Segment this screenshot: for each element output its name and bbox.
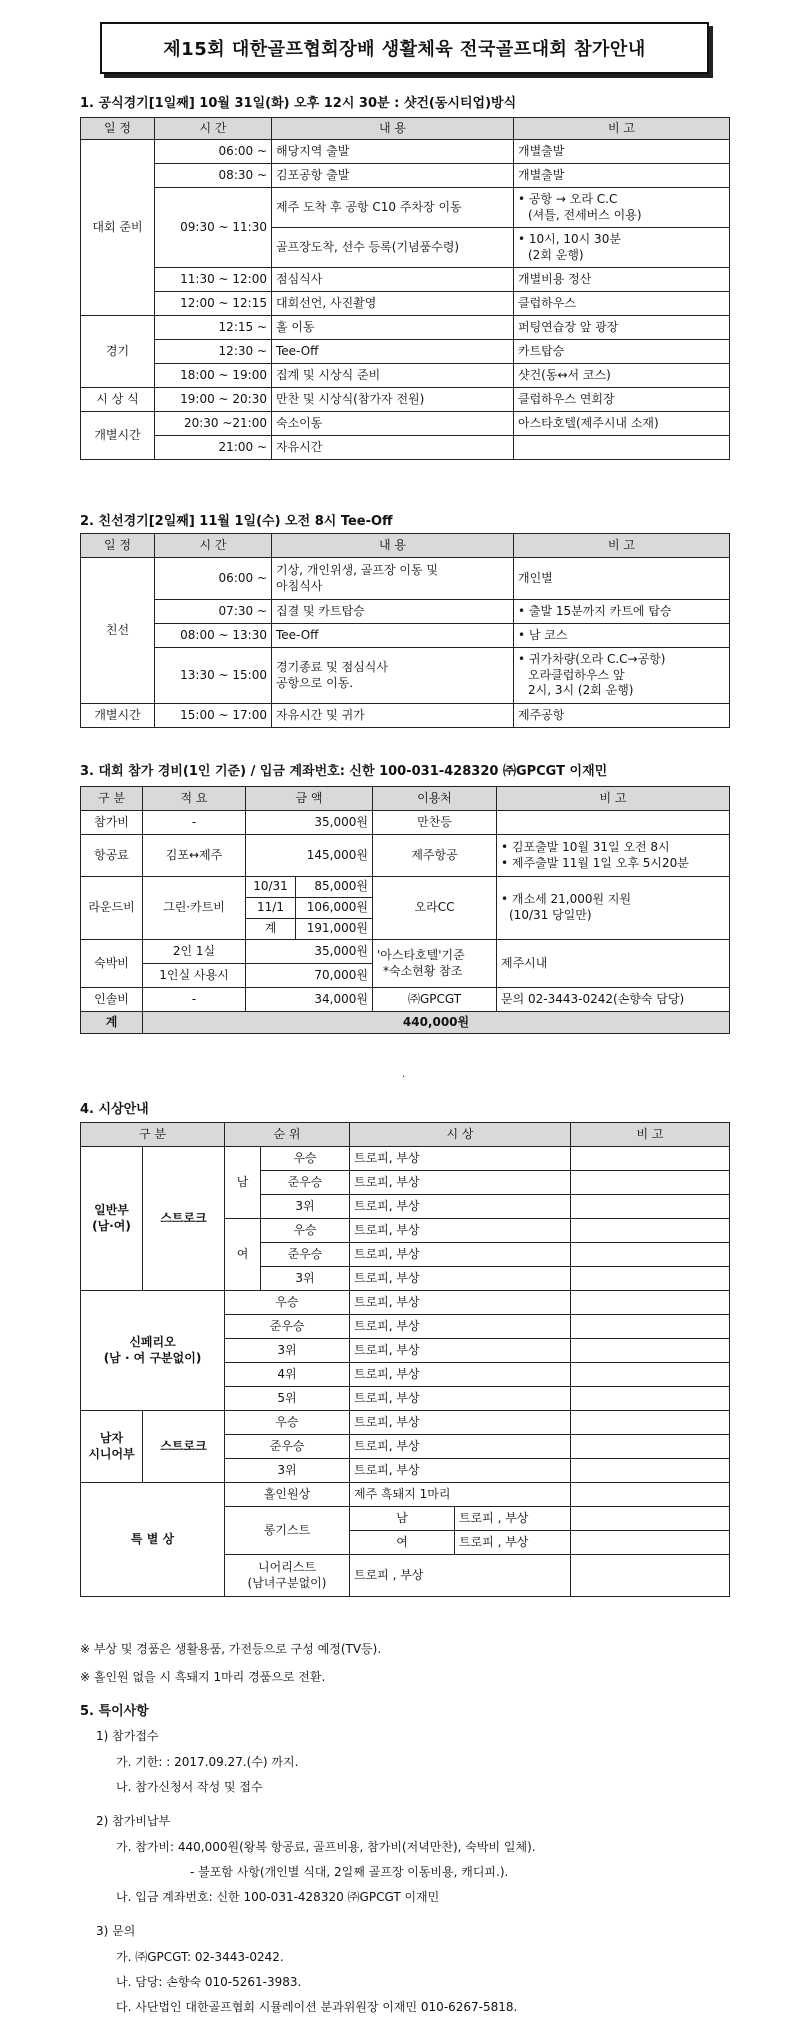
note-cell xyxy=(571,1339,730,1363)
prize-cell: 트로피, 부상 xyxy=(350,1363,571,1387)
table-cell: 골프장도착, 선수 등록(기념품수령) xyxy=(272,228,514,268)
cell-line: 니어리스트 xyxy=(258,1559,316,1574)
header-note: 비 고 xyxy=(514,534,730,558)
header-schedule: 일 정 xyxy=(81,118,155,140)
table-cell: 퍼팅연습장 앞 광장 xyxy=(514,316,730,340)
cell-line: • 개소세 21,000원 지원 xyxy=(501,892,632,907)
group-game: 경기 xyxy=(81,316,155,388)
table-cell: 08:00 ~ 13:30 xyxy=(155,624,272,648)
cell-line: 오라클럽하우스 앞 xyxy=(528,667,625,682)
rank-cell: 우승 xyxy=(225,1411,350,1435)
header-category: 구 분 xyxy=(81,1123,225,1147)
header-rank: 순 위 xyxy=(225,1123,350,1147)
prize-cell: 트로피, 부상 xyxy=(350,1219,571,1243)
table-cell: 클럽하우스 연회장 xyxy=(514,388,730,412)
table-cell: 개인별 xyxy=(514,558,730,600)
table-cell: 만찬 및 시상식(참가자 전원) xyxy=(272,388,514,412)
table-cell: 제주 도착 후 공항 C10 주차장 이동 xyxy=(272,188,514,228)
note-cell xyxy=(571,1363,730,1387)
prize-cell: 트로피, 부상 xyxy=(350,1147,571,1171)
cell-line: (2회 운행) xyxy=(528,247,584,262)
total-label: 계 xyxy=(81,1012,143,1034)
cell-line: 기상, 개인위생, 골프장 이동 및 xyxy=(276,562,438,577)
table-cell: 점심식사 xyxy=(272,268,514,292)
table-cell: 18:00 ~ 19:00 xyxy=(155,364,272,388)
table-cell: 106,000원 xyxy=(296,898,373,919)
schedule-day1-table xyxy=(80,117,730,460)
note-cell xyxy=(571,1435,730,1459)
prize-cell: 트로피, 부상 xyxy=(350,1171,571,1195)
list-item: - 불포함 사항(개인별 식대, 2일째 골프장 이동비용, 캐디피.). xyxy=(190,1865,509,1879)
prize-cell: 트로피, 부상 xyxy=(350,1339,571,1363)
table-cell xyxy=(514,436,730,460)
list-item: 나. 담당: 손향숙 010-5261-3983. xyxy=(116,1975,302,1989)
cell-line: 경기종료 및 점심식사 xyxy=(276,659,388,674)
cell-line: • 김포출발 10월 31일 오전 8시 xyxy=(501,839,670,854)
list-item: 가. 참가비: 440,000원(왕복 항공료, 골프비용, 참가비(저녁만찬), 숙박비 일체). xyxy=(116,1840,536,1854)
note-cell xyxy=(571,1267,730,1291)
section-2-heading: 2. 친선경기[2일째] 11월 1일(수) 오전 8시 Tee-Off xyxy=(80,514,393,529)
note-cell xyxy=(571,1243,730,1267)
header-desc: 적 요 xyxy=(143,787,246,811)
rank-cell: 3위 xyxy=(261,1267,350,1291)
page-title: 제15회 대한골프협회장배 생활체육 전국골프대회 참가안내 xyxy=(100,22,709,74)
table-cell: 145,000원 xyxy=(246,835,373,877)
table-cell xyxy=(497,835,730,877)
prize-cell: 트로피, 부상 xyxy=(350,1291,571,1315)
table-cell: 19:00 ~ 20:30 xyxy=(155,388,272,412)
table-cell: 자유시간 및 귀가 xyxy=(272,704,514,728)
header-content: 내 용 xyxy=(272,534,514,558)
cell-line: 2시, 3시 (2회 운행) xyxy=(528,683,634,698)
table-cell: 11:30 ~ 12:00 xyxy=(155,268,272,292)
header-time: 시 간 xyxy=(155,118,272,140)
section-4-heading: 4. 시상안내 xyxy=(80,1102,149,1117)
stray-mark: · xyxy=(402,1072,406,1083)
cell-line: (셔틀, 전세버스 이용) xyxy=(528,207,642,222)
cell-line: (남 · 여 구분없이) xyxy=(103,1350,202,1365)
table-cell: • 남 코스 xyxy=(514,624,730,648)
prize-cell: 트로피 , 부상 xyxy=(455,1531,571,1555)
table-cell: 12:30 ~ xyxy=(155,340,272,364)
footnote: ※ 홀인원 없을 시 흑돼지 1마리 경품으로 전환. xyxy=(80,1670,326,1684)
group-men-senior xyxy=(81,1411,143,1483)
table-cell: Tee-Off xyxy=(272,624,514,648)
row-label: 라운드비 xyxy=(81,877,143,940)
cell-line: 공항으로 이동. xyxy=(276,675,354,690)
table-cell: 85,000원 xyxy=(296,877,373,898)
table-cell: 09:30 ~ 11:30 xyxy=(155,188,272,268)
header-place: 이용처 xyxy=(373,787,497,811)
expense-table xyxy=(80,786,730,1034)
table-cell: 08:30 ~ xyxy=(155,164,272,188)
table-cell: 집계 및 시상식 준비 xyxy=(272,364,514,388)
table-cell xyxy=(514,188,730,228)
group-general xyxy=(81,1147,143,1291)
table-cell: 문의 02-3443-0242(손향숙 담당) xyxy=(497,988,730,1012)
gender-male: 남 xyxy=(225,1147,261,1219)
cell-line: 시니어부 xyxy=(88,1446,135,1461)
table-cell: 07:30 ~ xyxy=(155,600,272,624)
table-cell xyxy=(272,648,514,704)
table-cell: 21:00 ~ xyxy=(155,436,272,460)
table-cell: ㈜GPCGT xyxy=(373,988,497,1012)
table-cell: - xyxy=(143,988,246,1012)
table-cell: 15:00 ~ 17:00 xyxy=(155,704,272,728)
cell-line: (남·여) xyxy=(92,1218,131,1233)
table-cell xyxy=(272,558,514,600)
table-cell xyxy=(514,648,730,704)
total-amount: 440,000원 xyxy=(143,1012,730,1034)
note-cell xyxy=(571,1459,730,1483)
table-cell: 2인 1실 xyxy=(143,940,246,964)
table-cell: 11/1 xyxy=(246,898,296,919)
header-prize: 시 상 xyxy=(350,1123,571,1147)
table-cell: 191,000원 xyxy=(296,919,373,940)
rank-cell: 준우승 xyxy=(261,1171,350,1195)
prize-cell: 트로피, 부상 xyxy=(350,1243,571,1267)
table-cell: 김포공항 출발 xyxy=(272,164,514,188)
cell-line: • 귀가차량(오라 C.C→공항) xyxy=(518,652,666,667)
table-cell: 숙소이동 xyxy=(272,412,514,436)
table-cell: 김포↔제주 xyxy=(143,835,246,877)
group-award: 시 상 식 xyxy=(81,388,155,412)
section-3-heading: 3. 대회 참가 경비(1인 기준) / 입금 계좌번호: 신한 100-031-428320 ㈜GPCGT 이재민 xyxy=(80,764,608,779)
table-cell: 34,000원 xyxy=(246,988,373,1012)
rank-cell: 5위 xyxy=(225,1387,350,1411)
table-cell xyxy=(497,811,730,835)
award-hole-in-one: 홀인원상 xyxy=(225,1483,350,1507)
row-label: 항공료 xyxy=(81,835,143,877)
prize-cell: 트로피, 부상 xyxy=(350,1411,571,1435)
table-cell: 계 xyxy=(246,919,296,940)
rank-cell: 준우승 xyxy=(261,1243,350,1267)
cell-line: 남자 xyxy=(99,1430,124,1445)
table-cell: 홀 이동 xyxy=(272,316,514,340)
rank-cell: 4위 xyxy=(225,1363,350,1387)
cell-line: • 10시, 10시 30분 xyxy=(518,231,621,246)
prize-cell: 트로피, 부상 xyxy=(350,1267,571,1291)
group-prep: 대회 준비 xyxy=(81,140,155,316)
table-cell: 개별출발 xyxy=(514,164,730,188)
group-type: 스트로크 xyxy=(143,1147,225,1291)
group-special: 특 별 상 xyxy=(81,1483,225,1597)
prize-cell: 트로피, 부상 xyxy=(350,1315,571,1339)
gender-female: 여 xyxy=(225,1219,261,1291)
prize-cell: 트로피, 부상 xyxy=(350,1387,571,1411)
table-cell: 클럽하우스 xyxy=(514,292,730,316)
list-item: 가. 기한: : 2017.09.27.(수) 까지. xyxy=(116,1755,299,1769)
note-cell xyxy=(571,1315,730,1339)
table-cell: 70,000원 xyxy=(246,964,373,988)
list-item: 가. ㈜GPCGT: 02-3443-0242. xyxy=(116,1950,284,1964)
header-note: 비 고 xyxy=(497,787,730,811)
prize-cell: 트로피 , 부상 xyxy=(455,1507,571,1531)
table-cell: 집결 및 카트탑승 xyxy=(272,600,514,624)
cell-line: • 제주출발 11월 1일 오후 5시20분 xyxy=(501,855,689,870)
note-cell xyxy=(571,1507,730,1531)
table-cell: 20:30 ~21:00 xyxy=(155,412,272,436)
award-nearest xyxy=(225,1555,350,1597)
note-cell xyxy=(571,1411,730,1435)
prize-cell: 제주 흑돼지 1마리 xyxy=(350,1483,571,1507)
header-note: 비 고 xyxy=(571,1123,730,1147)
note-cell xyxy=(571,1171,730,1195)
group-free: 개별시간 xyxy=(81,704,155,728)
table-cell: 제주시내 xyxy=(497,940,730,988)
table-cell xyxy=(514,228,730,268)
cell-line: *숙소현황 참조 xyxy=(383,963,463,978)
cell-line: (남녀구분없이) xyxy=(247,1575,327,1590)
table-cell: Tee-Off xyxy=(272,340,514,364)
table-cell: - xyxy=(143,811,246,835)
table-cell: 대회선언, 사진촬영 xyxy=(272,292,514,316)
table-cell: 1인실 사용시 xyxy=(143,964,246,988)
header-content: 내 용 xyxy=(272,118,514,140)
note-cell xyxy=(571,1531,730,1555)
table-cell: 개별비용 정산 xyxy=(514,268,730,292)
rank-cell: 준우승 xyxy=(225,1315,350,1339)
list-item: 다. 사단법인 대한골프협회 시뮬레이션 분과위원장 이재민 010-6267-5818. xyxy=(116,2000,518,2014)
table-cell: 35,000원 xyxy=(246,940,373,964)
table-cell: 06:00 ~ xyxy=(155,140,272,164)
group-type: 스트로크 xyxy=(143,1411,225,1483)
table-cell: 해당지역 출발 xyxy=(272,140,514,164)
header-amount: 금 액 xyxy=(246,787,373,811)
cell-line: (10/31 당일만) xyxy=(509,908,592,922)
table-cell: 만찬등 xyxy=(373,811,497,835)
prize-cell: 트로피, 부상 xyxy=(350,1195,571,1219)
note-cell xyxy=(571,1483,730,1507)
prize-cell: 트로피, 부상 xyxy=(350,1435,571,1459)
row-label: 인솔비 xyxy=(81,988,143,1012)
header-note: 비 고 xyxy=(514,118,730,140)
table-cell: 그린·카트비 xyxy=(143,877,246,940)
cell-line: '아스타호텔'기준 xyxy=(377,947,465,962)
rank-cell: 우승 xyxy=(261,1219,350,1243)
rank-cell: 우승 xyxy=(225,1291,350,1315)
subsection-heading: 3) 문의 xyxy=(96,1924,136,1938)
subsection-heading: 1) 참가접수 xyxy=(96,1729,159,1743)
cell-line: 아침식사 xyxy=(276,578,323,593)
table-cell: 샷건(동↔서 코스) xyxy=(514,364,730,388)
rank-cell: 우승 xyxy=(261,1147,350,1171)
note-cell xyxy=(571,1219,730,1243)
table-cell xyxy=(373,940,497,988)
table-cell: • 출발 15분까지 카트에 탑승 xyxy=(514,600,730,624)
row-label: 숙박비 xyxy=(81,940,143,988)
rank-cell: 3위 xyxy=(261,1195,350,1219)
cell-line: 일반부 xyxy=(94,1202,129,1217)
rank-cell: 3위 xyxy=(225,1339,350,1363)
prize-cell: 트로피, 부상 xyxy=(350,1459,571,1483)
note-cell xyxy=(571,1291,730,1315)
list-item: 나. 입금 계좌번호: 신한 100-031-428320 ㈜GPCGT 이재민 xyxy=(116,1890,440,1904)
table-cell xyxy=(497,877,730,940)
table-cell: 12:00 ~ 12:15 xyxy=(155,292,272,316)
prize-cell: 트로피 , 부상 xyxy=(350,1555,571,1597)
section-5-heading: 5. 특이사항 xyxy=(80,1704,149,1719)
table-cell: 10/31 xyxy=(246,877,296,898)
table-cell: 개별출발 xyxy=(514,140,730,164)
table-cell: 제주공항 xyxy=(514,704,730,728)
table-cell: 35,000원 xyxy=(246,811,373,835)
header-category: 구 분 xyxy=(81,787,143,811)
group-free: 개별시간 xyxy=(81,412,155,460)
rank-cell: 3위 xyxy=(225,1459,350,1483)
subsection-heading: 2) 참가비납부 xyxy=(96,1814,171,1828)
header-schedule: 일 정 xyxy=(81,534,155,558)
awards-table xyxy=(80,1122,730,1597)
table-cell: 12:15 ~ xyxy=(155,316,272,340)
table-cell: 아스타호텔(제주시내 소재) xyxy=(514,412,730,436)
table-cell: 자유시간 xyxy=(272,436,514,460)
note-cell xyxy=(571,1195,730,1219)
note-cell xyxy=(571,1555,730,1597)
header-time: 시 간 xyxy=(155,534,272,558)
list-item: 나. 참가신청서 작성 및 접수 xyxy=(116,1780,263,1794)
gender-female: 여 xyxy=(350,1531,455,1555)
section-1-heading: 1. 공식경기[1일째] 10월 31일(화) 오후 12시 30분 : 샷건(동시티업)방식 xyxy=(80,96,517,111)
schedule-day2-table xyxy=(80,533,730,728)
gender-male: 남 xyxy=(350,1507,455,1531)
footnote: ※ 부상 및 경품은 생활용품, 가전등으로 구성 예정(TV등). xyxy=(80,1642,382,1656)
group-new-peoria xyxy=(81,1291,225,1411)
table-cell: 13:30 ~ 15:00 xyxy=(155,648,272,704)
table-cell: 오라CC xyxy=(373,877,497,940)
cell-line: 신페리오 xyxy=(129,1334,176,1349)
note-cell xyxy=(571,1147,730,1171)
rank-cell: 준우승 xyxy=(225,1435,350,1459)
cell-line: • 공항 → 오라 C.C xyxy=(518,191,618,206)
row-label: 참가비 xyxy=(81,811,143,835)
table-cell: 제주항공 xyxy=(373,835,497,877)
group-friendly: 친선 xyxy=(81,558,155,704)
table-cell: 06:00 ~ xyxy=(155,558,272,600)
note-cell xyxy=(571,1387,730,1411)
award-longest: 롱기스트 xyxy=(225,1507,350,1555)
table-cell: 카트탑승 xyxy=(514,340,730,364)
